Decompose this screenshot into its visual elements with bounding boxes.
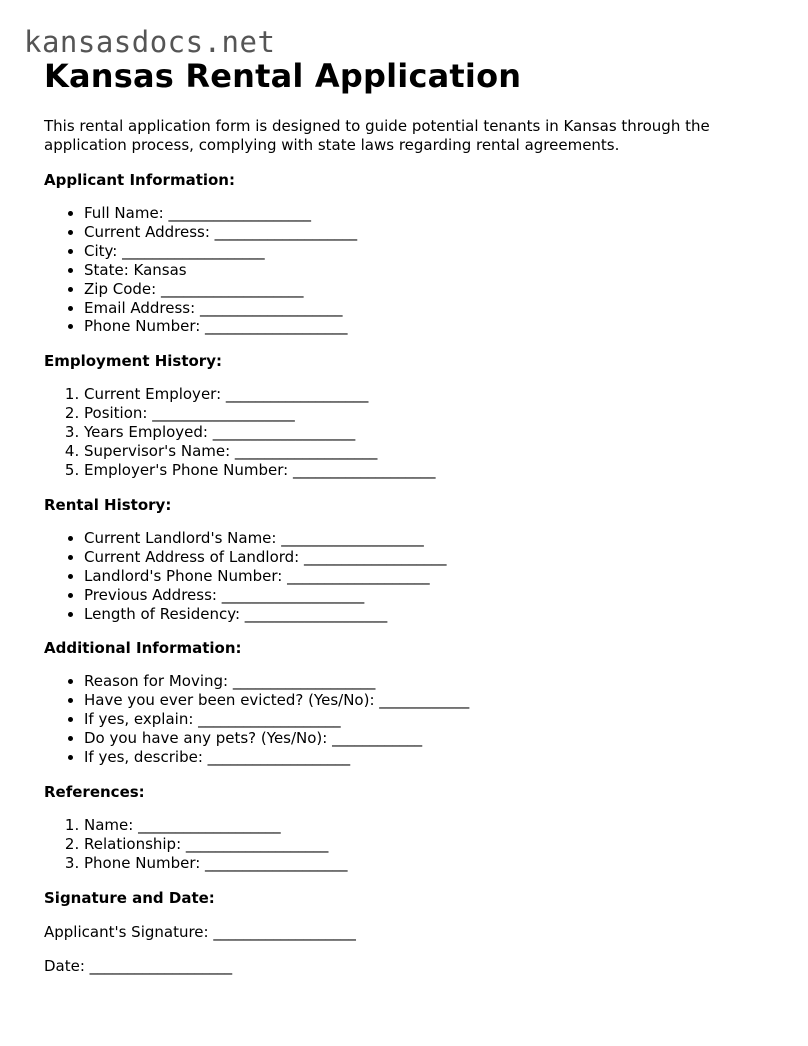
site-watermark: kansasdocs.net [24, 25, 276, 59]
field-reference-name[interactable]: 1. Name: ___________________ [84, 816, 784, 835]
additional-list [44, 672, 784, 767]
field-landlord-name[interactable]: • Current Landlord's Name: ___________________ [84, 529, 784, 548]
field-phone-number[interactable]: • Phone Number: ___________________ [84, 317, 784, 336]
section-title-additional: Additional Information: [44, 639, 242, 658]
references-list [44, 816, 784, 873]
field-previous-address[interactable]: • Previous Address: ___________________ [84, 586, 784, 605]
field-reference-relationship[interactable]: 2. Relationship: ___________________ [84, 835, 784, 854]
applicant-list [44, 204, 784, 336]
field-current-employer[interactable]: 1. Current Employer: ___________________ [84, 385, 784, 404]
field-email-address[interactable]: • Email Address: ___________________ [84, 299, 784, 318]
field-employer-phone[interactable]: 5. Employer's Phone Number: ___________________ [84, 461, 784, 480]
field-reference-phone[interactable]: 3. Phone Number: ___________________ [84, 854, 784, 873]
field-city[interactable]: • City: ___________________ [84, 242, 784, 261]
field-pets-describe[interactable]: • If yes, describe: ___________________ [84, 748, 784, 767]
rental-list [44, 529, 784, 624]
field-years-employed[interactable]: 3. Years Employed: ___________________ [84, 423, 784, 442]
section-title-signature: Signature and Date: [44, 888, 215, 907]
field-zip-code[interactable]: • Zip Code: ___________________ [84, 280, 784, 299]
section-title-references: References: [44, 782, 145, 801]
document-body [44, 56, 784, 976]
field-current-address[interactable]: • Current Address: ___________________ [84, 223, 784, 242]
field-position[interactable]: 2. Position: ___________________ [84, 404, 784, 423]
intro-paragraph: This rental application form is designed to guide potential tenants in Kansas through the application process, complying with state laws regarding rental agreements. [44, 117, 710, 154]
field-supervisor-name[interactable]: 4. Supervisor's Name: ___________________ [84, 442, 784, 461]
field-pets[interactable]: • Do you have any pets? (Yes/No): ____________ [84, 729, 784, 748]
field-date[interactable]: Date: ___________________ [44, 956, 233, 975]
field-state: • State: Kansas [84, 261, 784, 280]
field-evicted[interactable]: • Have you ever been evicted? (Yes/No): ____________ [84, 691, 784, 710]
field-landlord-phone[interactable]: • Landlord's Phone Number: ___________________ [84, 567, 784, 586]
section-title-employment: Employment History: [44, 352, 222, 371]
section-title-applicant: Applicant Information: [44, 171, 235, 189]
field-full-name[interactable]: • Full Name: ___________________ [84, 204, 784, 223]
page-title: Kansas Rental Application [44, 57, 522, 95]
section-title-rental: Rental History: [44, 495, 172, 514]
field-reason-for-moving[interactable]: • Reason for Moving: ___________________ [84, 672, 784, 691]
field-eviction-explain[interactable]: • If yes, explain: ___________________ [84, 710, 784, 729]
field-landlord-address[interactable]: • Current Address of Landlord: ___________________ [84, 548, 784, 567]
field-applicant-signature[interactable]: Applicant's Signature: ___________________ [44, 922, 356, 941]
field-length-of-residency[interactable]: • Length of Residency: ___________________ [84, 605, 784, 624]
employment-list [44, 385, 784, 480]
